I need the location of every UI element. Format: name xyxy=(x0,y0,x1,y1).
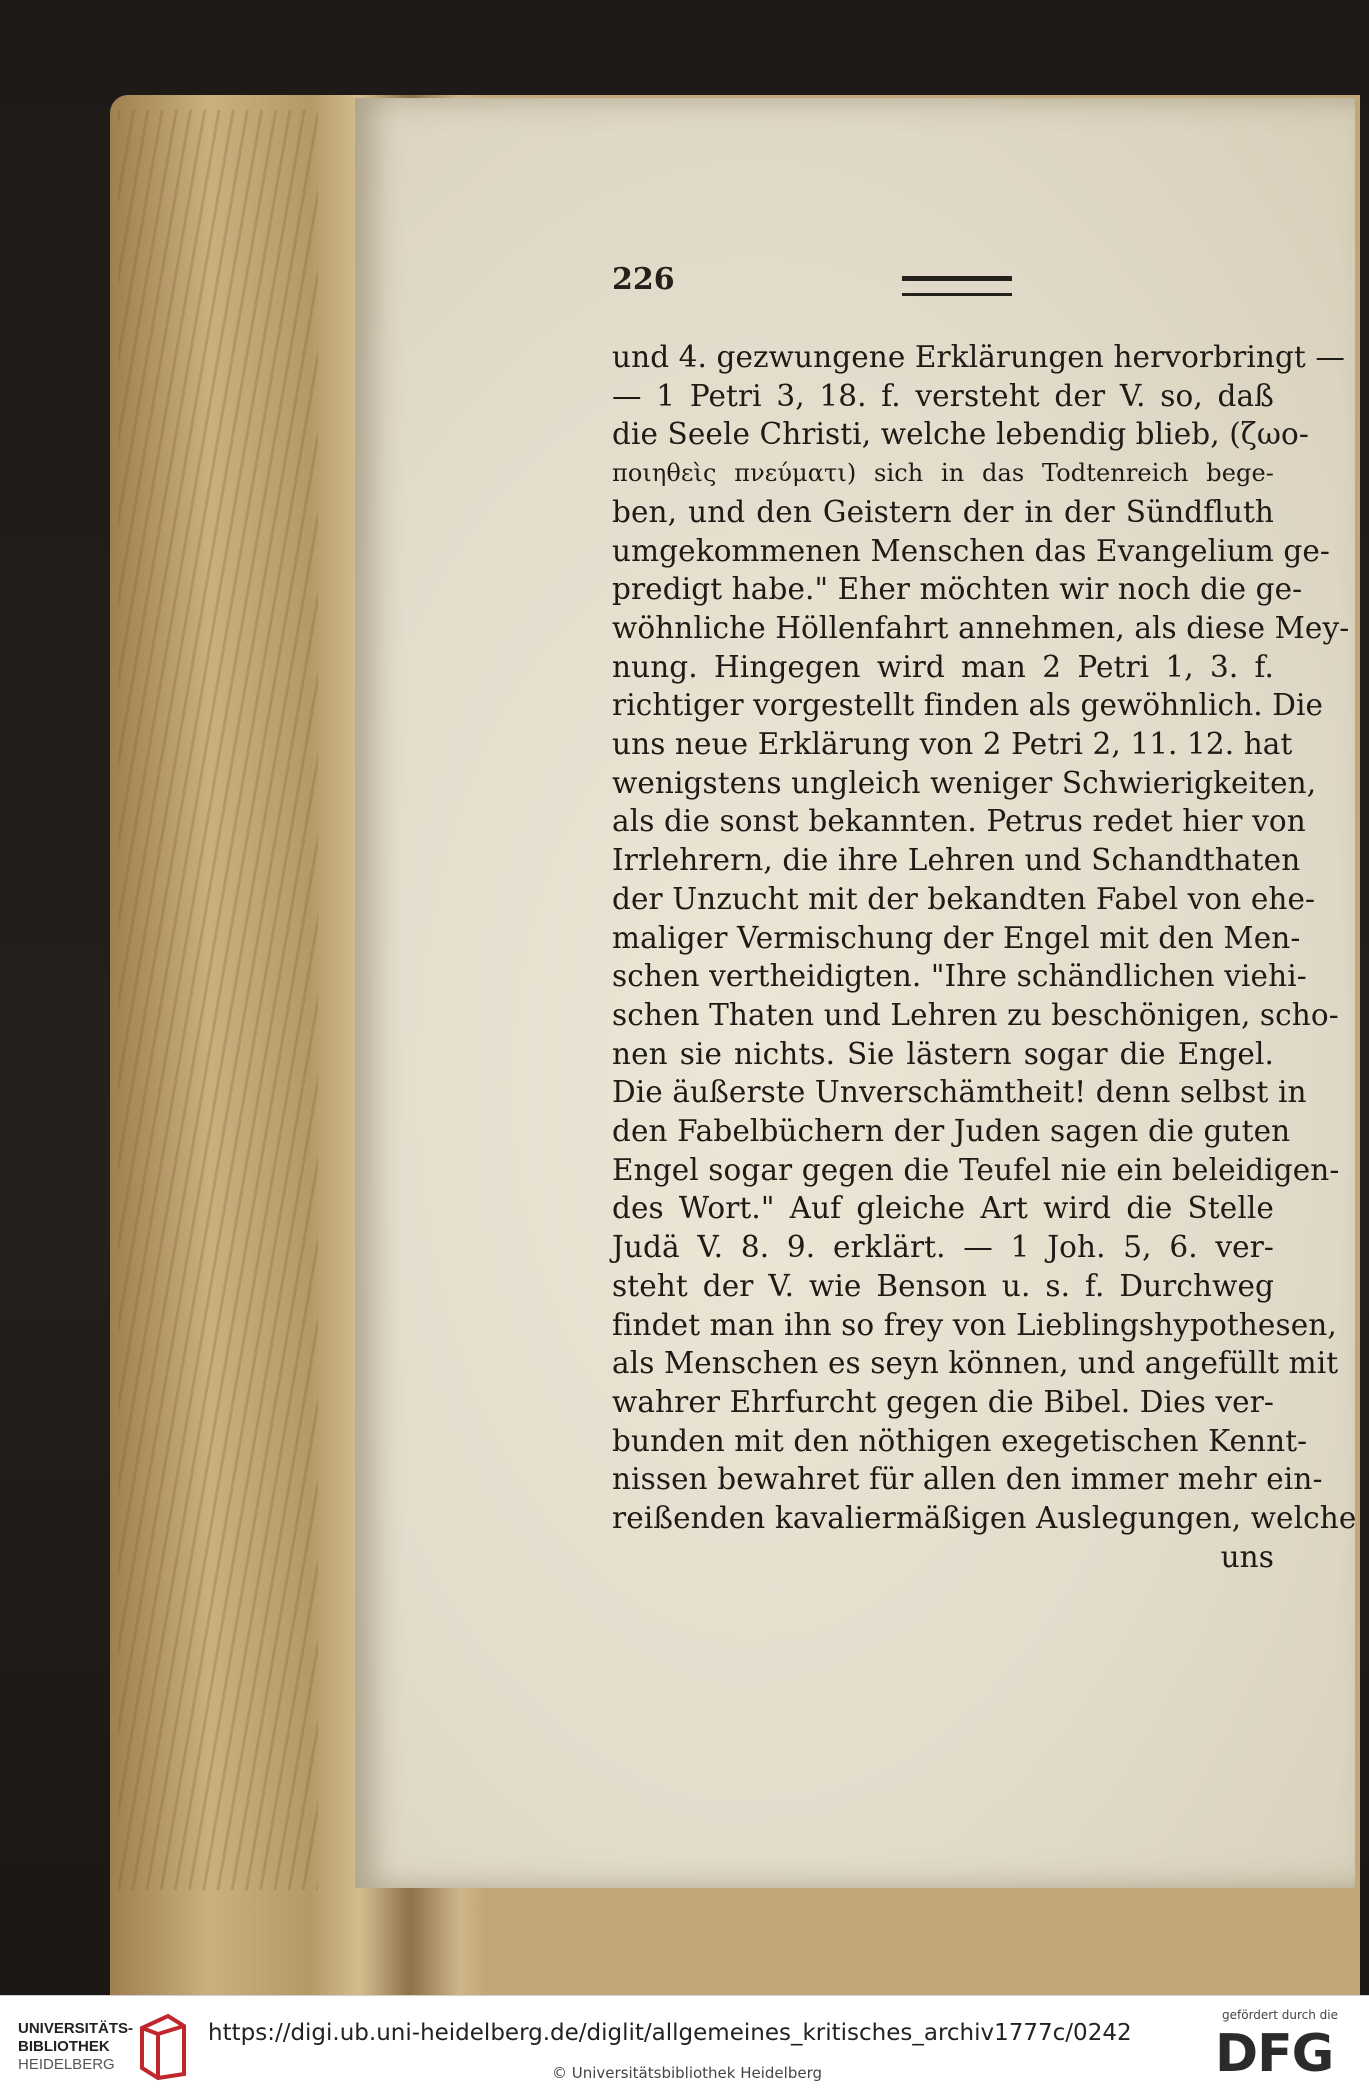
text-line: Engel sogar gegen die Teufel nie ein beleidigen- xyxy=(612,1152,1340,1187)
text-line: nung. Hingegen wird man 2 Petri 1, 3. f. xyxy=(612,649,1274,684)
text-line: ποιηθεὶς πνεύματι) sich in das Todtenreich bege- xyxy=(612,459,1274,488)
text-line: wenigstens ungleich weniger Schwierigkeiten, xyxy=(612,765,1317,800)
text-line: uns neue Erklärung von 2 Petri 2, 11. 12. hat xyxy=(612,727,1293,762)
text-line: steht der V. wie Benson u. s. f. Durchweg xyxy=(612,1268,1274,1303)
text-line: bunden mit den nöthigen exegetischen Kennt- xyxy=(612,1423,1308,1458)
dfg-logo[interactable]: DFG xyxy=(1215,2024,1334,2084)
page-header xyxy=(612,262,1012,302)
library-name[interactable] xyxy=(18,2020,138,2074)
text-line: als die sonst bekannten. Petrus redet hier von xyxy=(612,804,1306,839)
sponsor-label: gefördert durch die xyxy=(1222,2008,1338,2022)
text-line: richtiger vorgestellt finden als gewöhnlich. Die xyxy=(612,688,1324,723)
copyright-notice: © Universitätsbibliothek Heidelberg xyxy=(552,2064,823,2082)
fore-edge xyxy=(118,110,318,1890)
library-name-line-2: BIBLIOTHEK xyxy=(18,2038,110,2055)
library-name-line-3: HEIDELBERG xyxy=(18,2056,115,2073)
text-line: reißenden kavaliermäßigen Auslegungen, welche xyxy=(612,1501,1357,1536)
text-line: Irrlehrern, die ihre Lehren und Schandthaten xyxy=(612,843,1301,878)
text-line: als Menschen es seyn können, und angefüllt mit xyxy=(612,1346,1339,1381)
header-rule xyxy=(902,276,1012,296)
text-line: ben, und den Geistern der in der Sündfluth xyxy=(612,494,1274,529)
text-line: die Seele Christi, welche lebendig blieb, (ζωο- xyxy=(612,417,1309,452)
text-line: und 4. gezwungene Erklärungen hervorbringt — xyxy=(612,340,1345,374)
page-number: 226 xyxy=(612,262,675,297)
text-line: maliger Vermischung der Engel mit den Men- xyxy=(612,920,1301,955)
ub-logo-icon[interactable] xyxy=(138,2014,188,2080)
text-line: — 1 Petri 3, 18. f. versteht der V. so, daß xyxy=(612,378,1274,413)
text-line: nissen bewahret für allen den immer mehr ein- xyxy=(612,1462,1323,1497)
text-line: der Unzucht mit der bekandten Fabel von ehe- xyxy=(612,881,1316,916)
text-line: des Wort." Auf gleiche Art wird die Stelle xyxy=(612,1191,1274,1226)
text-line: schen vertheidigten. "Ihre schändlichen viehi- xyxy=(612,959,1307,994)
text-line: umgekommenen Menschen das Evangelium ge- xyxy=(612,533,1330,568)
text-line: uns xyxy=(1220,1539,1274,1574)
body-text xyxy=(612,338,1357,1577)
text-line: findet man ihn so frey von Lieblingshypothesen, xyxy=(612,1307,1337,1342)
viewer-footer xyxy=(0,1995,1369,2096)
text-line: schen Thaten und Lehren zu beschönigen, scho- xyxy=(612,997,1339,1032)
text-line: Die äußerste Unverschämtheit! denn selbst in xyxy=(612,1075,1307,1110)
text-line: wahrer Ehrfurcht gegen die Bibel. Dies ver- xyxy=(612,1384,1274,1419)
permalink-url[interactable]: https://digi.ub.uni-heidelberg.de/diglit/allgemeines_kritisches_archiv1777c/0242 xyxy=(208,2020,1132,2046)
text-line: den Fabelbüchern der Juden sagen die guten xyxy=(612,1114,1291,1149)
text-line: predigt habe." Eher möchten wir noch die ge- xyxy=(612,572,1303,607)
text-line: nen sie nichts. Sie lästern sogar die Engel. xyxy=(612,1036,1274,1071)
library-name-line-1: UNIVERSITÄTS- xyxy=(18,2020,134,2037)
text-line: Judä V. 8. 9. erklärt. — 1 Joh. 5, 6. ver- xyxy=(612,1230,1274,1265)
text-line: wöhnliche Höllenfahrt annehmen, als diese Mey- xyxy=(612,610,1350,645)
